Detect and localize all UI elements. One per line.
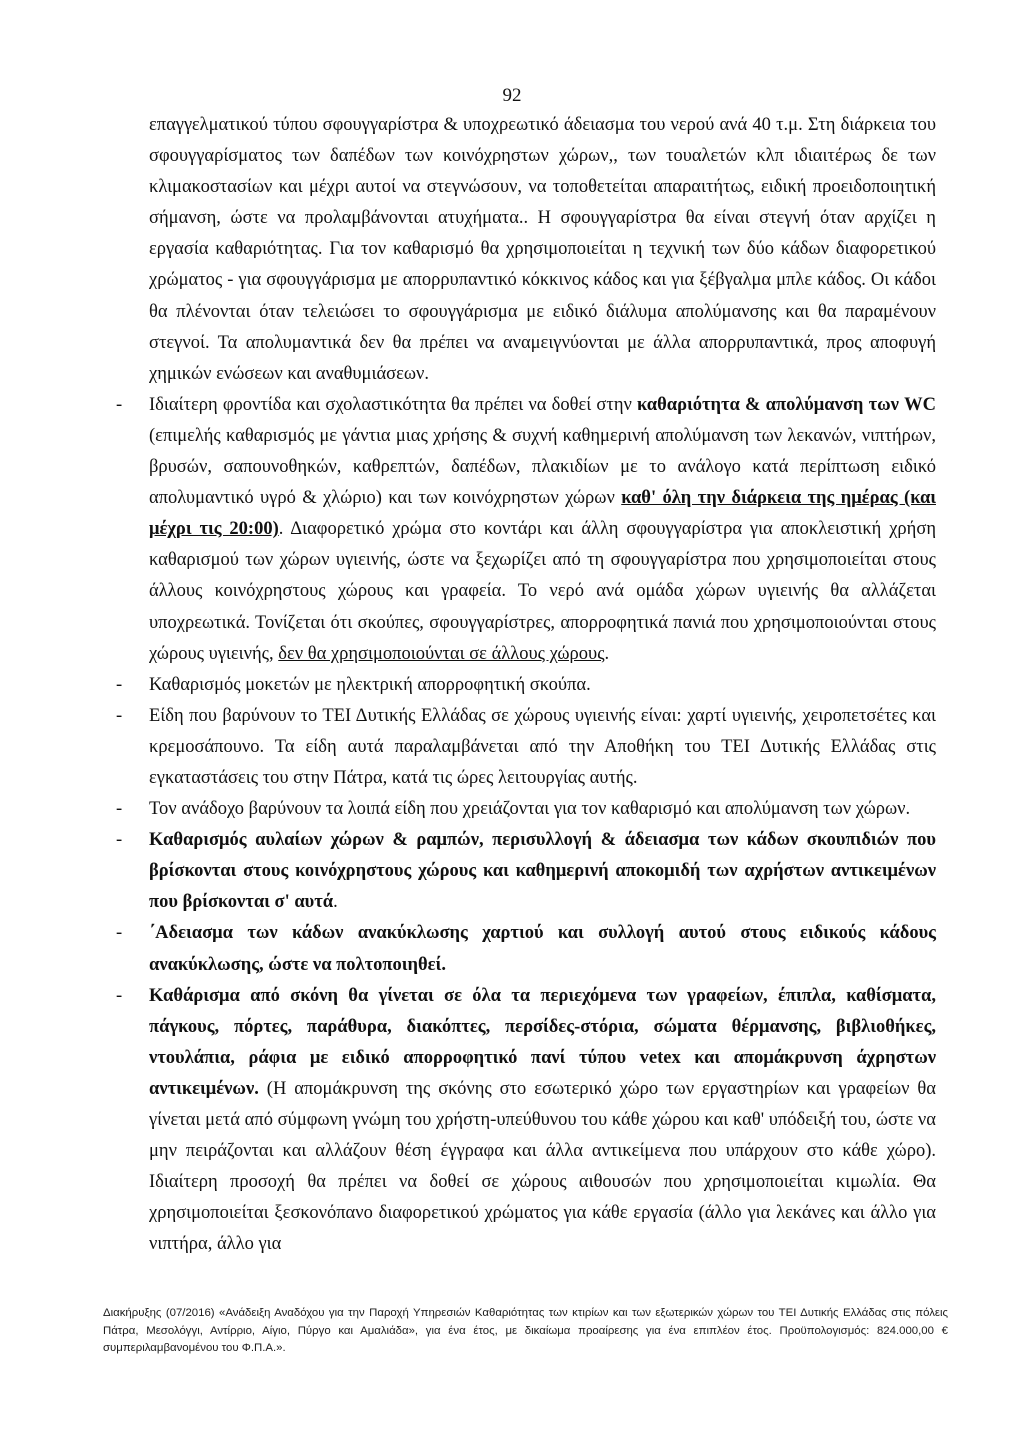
list-item-bold-text: Καθάρισμα από σκόνη θα γίνεται σε όλα τα περιεχόμενα των γραφείων, έπιπλα, καθίσματα, πάγκους, πόρτες, παράθυρα, διακόπτες, περσίδες-στόρια, σώματα θέρμανσης, βιβλιοθήκες, ντουλάπια, ράφια με ειδικό απορροφητικό πανί τύπου vetex και απομάκρυνση άχρηστων αντικειμένων. — [149, 985, 936, 1099]
wc-text-mid: (επιμελής καθαρισμός με γάντια μιας χρήσης & συχνή καθημερινή απολύμανση των λεκανών, νιπτήρων, βρυσών, σαπουνοθηκών, καθρεπτών, δαπέδων, πλακιδίων με το ανάλογο κατά περίπτωση ειδικό απολυμαντικό υγρό & χλώριο) και των κοινόχρηστων χώρων — [149, 425, 936, 509]
list-item-carpet — [116, 670, 936, 701]
wc-text-post: . Διαφορετικό χρώμα στο κοντάρι και άλλη σφουγγαρίστρα για αποκλειστική χρήση καθαρισμού των χώρων υγιεινής, ώστε να ξεχωρίζει από τη σφουγγαρίστρα που χρησιμοποιείται στους άλλους κοινόχρηστους χώρους και γραφεία. Το νερό ανά ομάδα χώρων υγιεινής θα αλλάζεται υποχρεωτικά. Τονίζεται ότι σκούπες, σφουγγαρίστρες, απορροφητικά πανιά που χρησιμοποιούνται στους χώρους υγιεινής, — [149, 519, 936, 664]
wc-underline-note: δεν θα χρησιμοποιούνται σε άλλους χώρους — [278, 643, 605, 664]
list-dash: - — [116, 830, 123, 851]
list-item-bold-text: Καθαρισμός αυλαίων χώρων & ραμπών, περισυλλογή & άδειασμα των κάδων σκουπιδιών που βρίσκονται στους κοινόχρηστους χώρους και καθημερινή αποκομιδή των αχρήστων αντικειμένων που βρίσκονται σ' αυτά — [149, 830, 936, 913]
list-dash: - — [116, 799, 123, 820]
wc-bold-underline-hours: καθ' όλη την διάρκεια της ημέρας (και μέχρι τις 20:00) — [149, 488, 936, 540]
wc-text-pre: Ιδιαίτερη φροντίδα και σχολαστικότητα θα πρέπει να δοθεί στην — [149, 394, 638, 415]
list-item-text: (Η απομάκρυνση της σκόνης στο εσωτερικό χώρο των εργαστηρίων και γραφείων θα γίνεται μετά από σύμφωνη γνώμη του χρήστη-υπεύθυνου του κάθε χώρου και καθ' υπόδειξή του, ώστε να μην πειράζονται και αλλάζουν θέση έγγραφα και άλλα αντικείμενα που υπάρχουν στο κάθε χώρο). Ιδιαίτερη προσοχή θα πρέπει να δοθεί σε χώρους αιθουσών που χρησιμοποιείται κιμωλία. Θα χρησιμοποιείται ξεσκονόπανο διαφορετικού χρώματος για κάθε εργασία (άλλο για λεκάνες και άλλο για νιπτήρα, άλλο για — [149, 1078, 936, 1255]
intro-paragraph: επαγγελματικού τύπου σφουγγαρίστρα & υποχρεωτικό άδειασμα του νερού ανά 40 τ.μ. Στη διάρκεια του σφουγγαρίσματος των δαπέδων των κοινόχρηστων χώρων,, των τουαλετών κλπ ιδιαιτέρως δε των κλιμακοστασίων και μέχρι αυτοί να στεγνώσουν, να τοποθετείται απαραιτήτως, ειδική προειδοποιητική σήμανση, ώστε να προλαμβάνονται ατυχήματα.. Η σφουγγαρίστρα θα είναι στεγνή όταν αρχίζει η εργασία καθαριότητας. Για τον καθαρισμό θα χρησιμοποιείται η τεχνική των δύο κάδων διαφορετικού χρώματος - για σφουγγάρισμα με απορρυπαντικό κόκκινος κάδος και για ξέβγαλμα μπλε κάδος. Οι κάδοι θα πλένονται όταν τελειώσει το σφουγγάρισμα με ειδικό διάλυμα απολύμανσης και θα παραμένουν στεγνοί. Τα απολυμαντικά δεν θα πρέπει να αναμειγνύονται με άλλα απορρυπαντικά, προς αποφυγή χημικών ενώσεων και αναθυμιάσεων. — [149, 115, 936, 384]
document-body — [116, 110, 936, 1260]
wc-text-end: . — [604, 643, 610, 664]
list-item-text: Είδη που βαρύνουν το ΤΕΙ Δυτικής Ελλάδας σε χώρους υγιεινής είναι: χαρτί υγιεινής, χειροπετσέτες και κρεμοσάπουνο. Τα είδη αυτά παραλαμβάνεται από την Αποθήκη του ΤΕΙ Δυτικής Ελλάδας στις εγκαταστάσεις του στην Πάτρα, κατά τις ώρες λειτουργίας αυτής. — [149, 705, 936, 788]
list-item-bold-text: ΄Αδειασμα των κάδων ανακύκλωσης χαρτιού και συλλογή αυτού στους ειδικούς κάδους ανακύκλωσης, ώστε να πολτοποιηθεί. — [149, 923, 936, 975]
list-item-dusting — [116, 981, 936, 1261]
list-item-supplies — [116, 701, 936, 794]
list-item-text: Τον ανάδοχο βαρύνουν τα λοιπά είδη που χρειάζονται για τον καθαρισμό και απολύμανση των χώρων. — [149, 799, 911, 820]
footer-text: Διακήρυξης (07/2016) «Ανάδειξη Αναδόχου για την Παροχή Υπηρεσιών Καθαριότητας των κτιρίων και των εξωτερικών χώρων του ΤΕΙ Δυτικής Ελλάδας στις πόλεις Πάτρα, Μεσολόγγι, Αντίρριο, Αίγιο, Πύργο και Αμαλιάδα», για ένα έτος, με δικαίωμα προαίρεσης για ένα επιπλέον έτος. Προϋπολογισμός: 824.000,00 € συμπεριλαμβανομένου του Φ.Π.Α.». — [103, 1307, 948, 1355]
list-dash: - — [116, 985, 123, 1006]
page-footer — [103, 1305, 948, 1358]
list-item-outdoor — [116, 825, 936, 918]
list-item-text: Καθαρισμός μοκετών με ηλεκτρική απορροφητική σκούπα. — [149, 674, 591, 695]
wc-bold-heading: καθαριότητα & απολύμανση των WC — [637, 394, 936, 415]
list-item-recycling — [116, 918, 936, 980]
list-dash: - — [116, 674, 123, 695]
list-dash: - — [116, 394, 123, 415]
list-item-contractor — [116, 794, 936, 825]
page-number: 92 — [502, 85, 522, 106]
list-dash: - — [116, 923, 123, 944]
list-dash: - — [116, 705, 123, 726]
list-item-wc-cleaning — [116, 390, 936, 670]
list-item-text-end: . — [333, 892, 338, 913]
